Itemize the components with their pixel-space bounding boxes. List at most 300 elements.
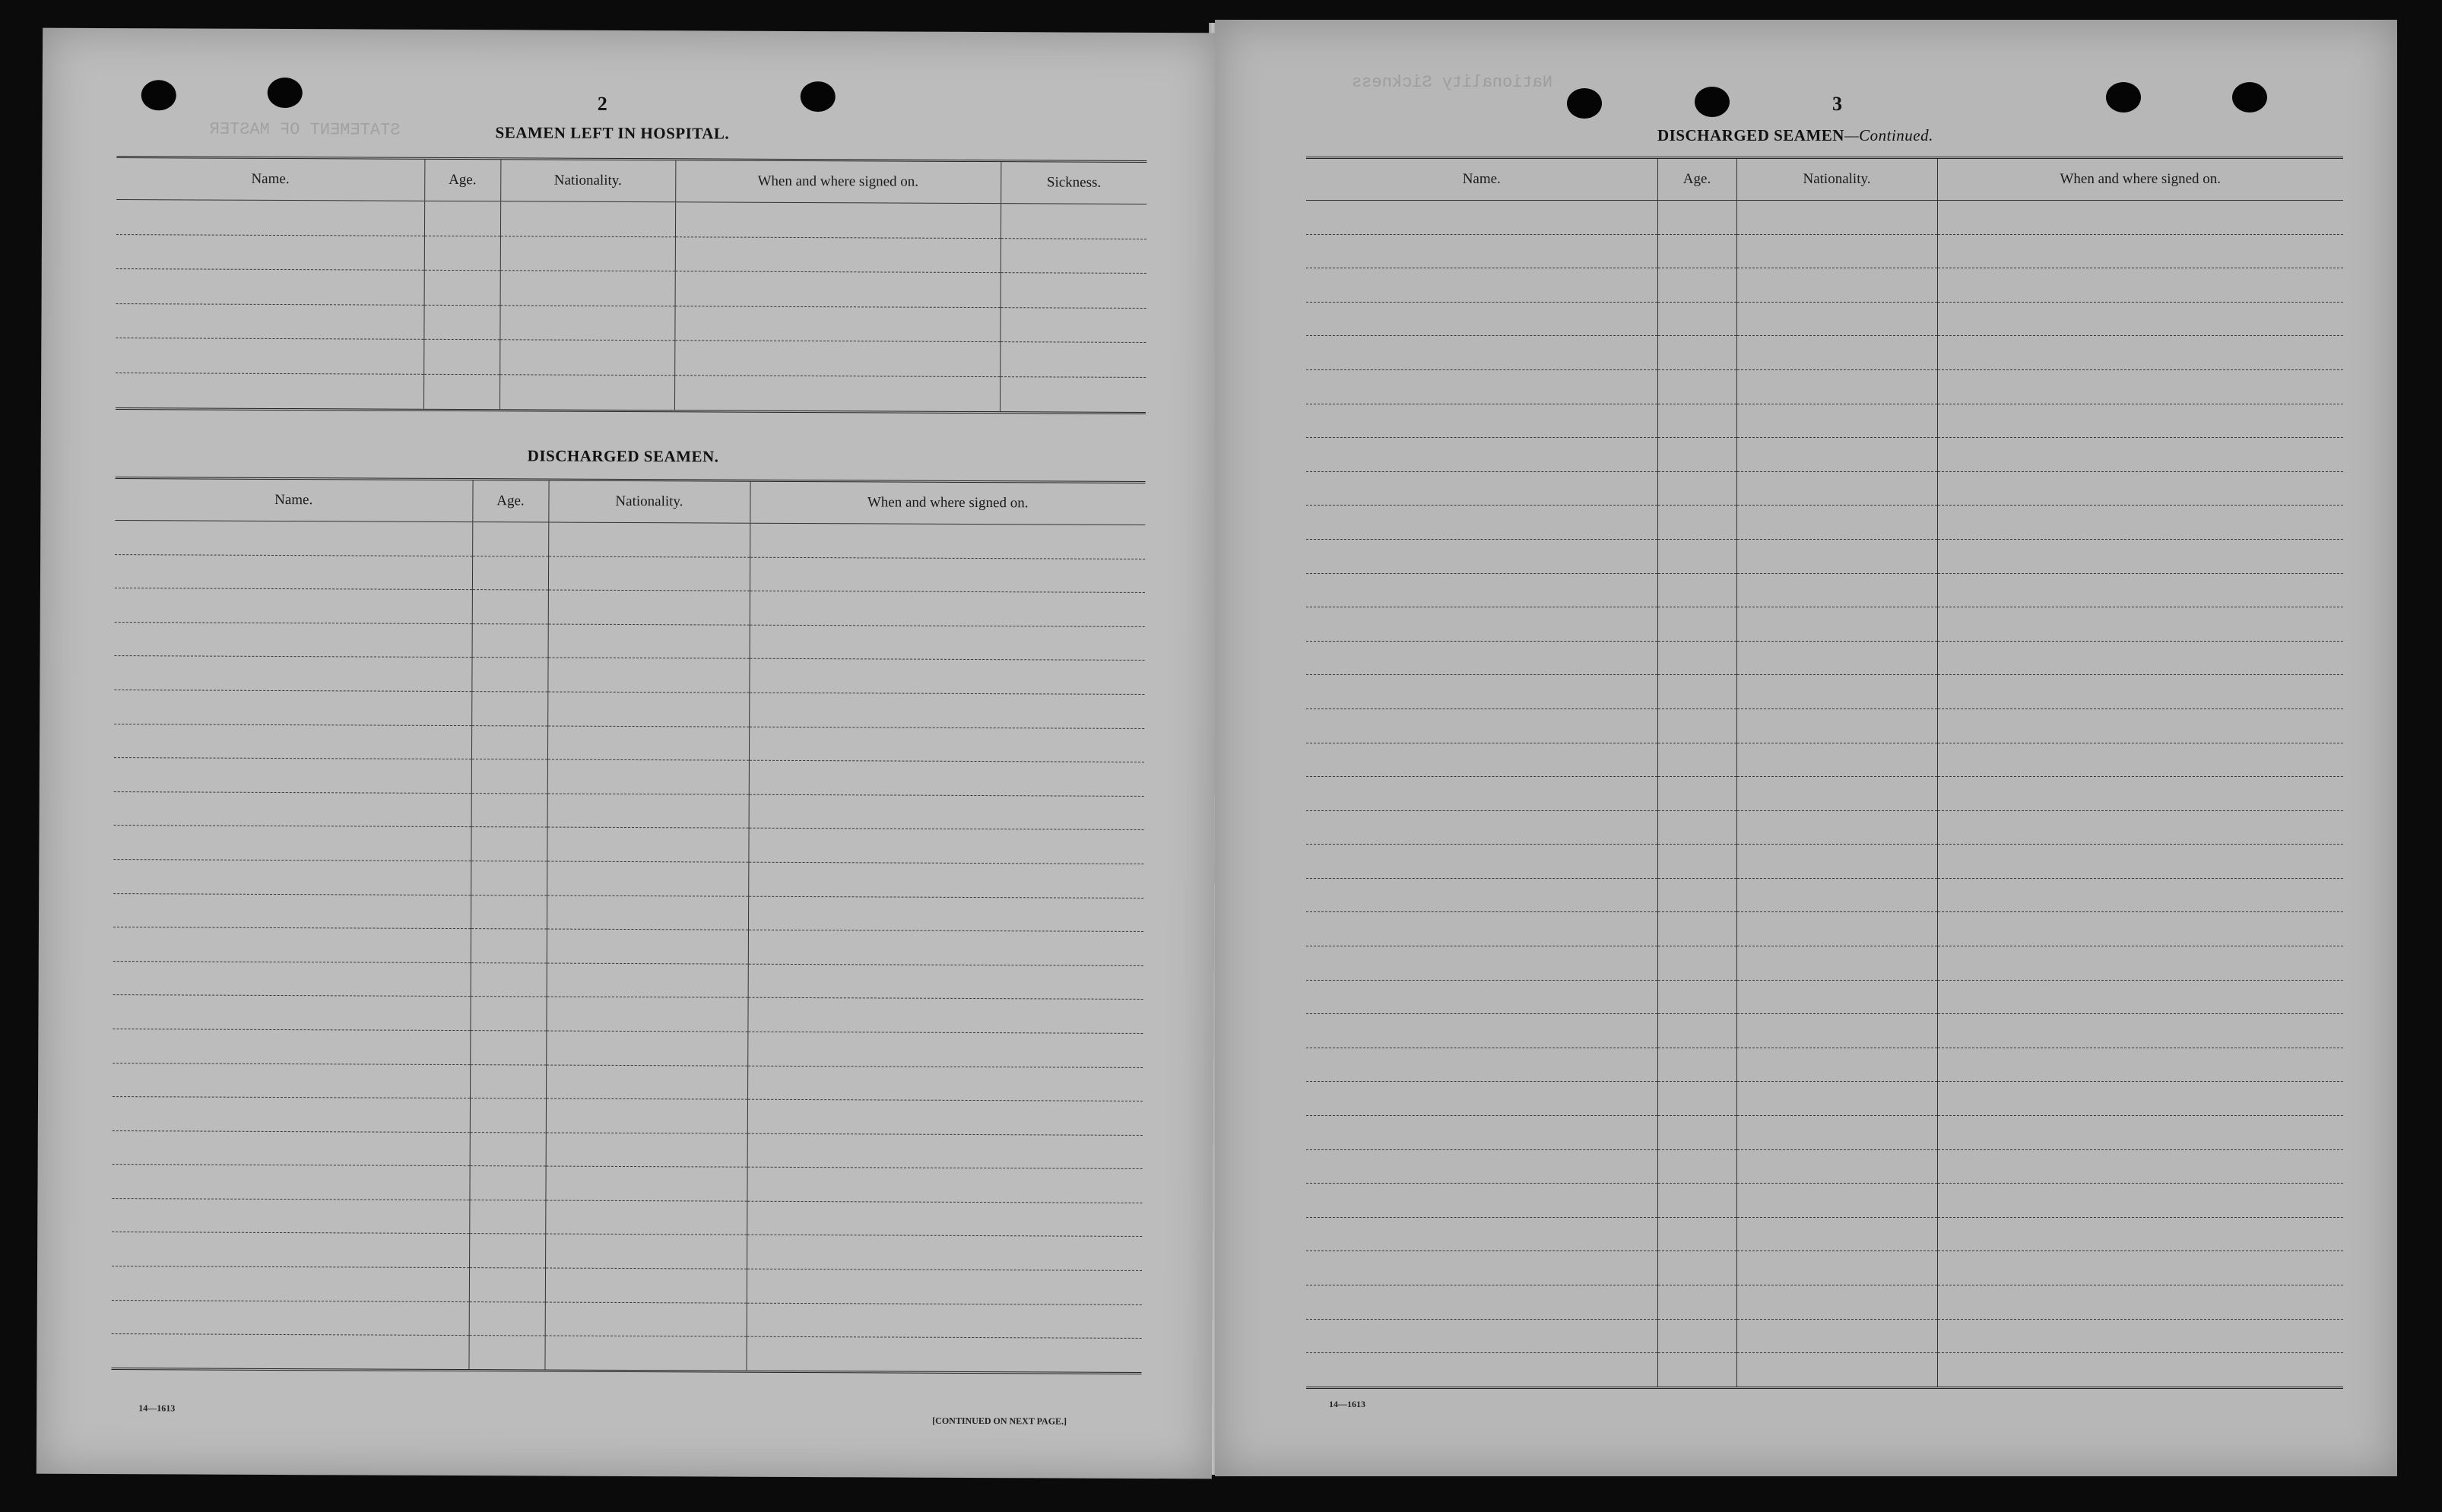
- entry-cell: [1306, 1048, 1657, 1082]
- entry-cell: [1736, 234, 1937, 268]
- table-row: [116, 234, 1146, 273]
- entry-cell: [1306, 302, 1657, 336]
- entry-cell: [116, 200, 424, 236]
- entry-cell: [545, 1268, 747, 1303]
- table-row: [113, 826, 1143, 864]
- table-row: [1306, 438, 2343, 472]
- entry-cell: [1736, 980, 1937, 1014]
- entry-cell: [1657, 946, 1736, 981]
- entry-cell: [470, 1132, 546, 1166]
- continued-note: [CONTINUED ON NEXT PAGE.]: [932, 1415, 1067, 1427]
- entry-cell: [1657, 471, 1736, 506]
- table-row: [1306, 1251, 2343, 1285]
- entry-cell: [1306, 234, 1657, 268]
- entry-cell: [1736, 1285, 1937, 1320]
- entry-cell: [1937, 1149, 2343, 1184]
- entry-cell: [1736, 1082, 1937, 1116]
- table-row: [115, 521, 1145, 559]
- entry-cell: [1657, 539, 1736, 573]
- entry-cell: [1657, 1217, 1736, 1251]
- entry-cell: [547, 929, 748, 964]
- entry-cell: [1657, 369, 1736, 404]
- table-row: [114, 758, 1144, 797]
- entry-cell: [1736, 506, 1937, 540]
- left-page: [36, 28, 1218, 1479]
- table-row: [113, 1097, 1143, 1136]
- entry-cell: [547, 963, 748, 998]
- entry-cell: [675, 202, 1001, 238]
- table-row: [1306, 708, 2343, 743]
- entry-cell: [1657, 1048, 1736, 1082]
- entry-cell: [471, 658, 547, 692]
- entry-cell: [1657, 234, 1736, 268]
- entry-cell: [469, 1301, 545, 1336]
- entry-cell: [113, 893, 471, 929]
- table-row: [116, 269, 1146, 308]
- table-row: [114, 791, 1144, 830]
- entry-cell: [1736, 1319, 1937, 1353]
- entry-cell: [1657, 1184, 1736, 1218]
- title-main: DISCHARGED SEAMEN: [1657, 126, 1844, 144]
- table-row: [112, 1198, 1142, 1237]
- entry-cell: [469, 1166, 545, 1200]
- entry-cell: [1306, 1014, 1657, 1048]
- table-row: [1306, 946, 2343, 981]
- entry-cell: [1937, 506, 2343, 540]
- entry-cell: [500, 271, 675, 306]
- entry-cell: [471, 827, 547, 861]
- entry-cell: [1937, 234, 2343, 268]
- entry-cell: [1937, 1014, 2343, 1048]
- entry-cell: [1306, 607, 1657, 642]
- entry-cell: [1657, 1319, 1736, 1353]
- entry-cell: [1306, 1217, 1657, 1251]
- entry-cell: [747, 1066, 1143, 1102]
- entry-cell: [1736, 336, 1937, 370]
- discharged-continued-table: [1306, 157, 2343, 1389]
- entry-cell: [1937, 369, 2343, 404]
- entry-cell: [1736, 810, 1937, 845]
- table-row: [1306, 268, 2343, 303]
- entry-cell: [1306, 1251, 1657, 1285]
- entry-cell: [113, 1063, 470, 1098]
- table-row: [1306, 1184, 2343, 1218]
- entry-cell: [748, 829, 1143, 864]
- entry-cell: [1937, 302, 2343, 336]
- entry-cell: [1937, 810, 2343, 845]
- entry-cell: [548, 522, 750, 557]
- entry-cell: [1937, 471, 2343, 506]
- table-row: [1306, 336, 2343, 370]
- entry-cell: [1736, 1149, 1937, 1184]
- entry-cell: [546, 1031, 747, 1066]
- punch-hole: [2232, 82, 2267, 113]
- entry-cell: [424, 236, 500, 271]
- entry-cell: [423, 339, 500, 374]
- entry-cell: [674, 341, 1000, 376]
- entry-cell: [114, 758, 471, 794]
- entry-cell: [1736, 743, 1937, 777]
- entry-cell: [750, 591, 1145, 626]
- entry-cell: [113, 961, 471, 997]
- entry-cell: [1657, 1014, 1736, 1048]
- entry-cell: [1937, 336, 2343, 370]
- entry-cell: [472, 522, 548, 556]
- entry-cell: [116, 303, 423, 339]
- entry-cell: [1657, 1082, 1736, 1116]
- entry-cell: [1000, 342, 1146, 377]
- entry-cell: [1937, 743, 2343, 777]
- entry-cell: [748, 896, 1143, 932]
- entry-cell: [1736, 675, 1937, 709]
- entry-cell: [1937, 573, 2343, 607]
- entry-cell: [546, 1133, 747, 1168]
- entry-cell: [1657, 1149, 1736, 1184]
- entry-cell: [547, 658, 749, 693]
- entry-cell: [1937, 438, 2343, 472]
- entry-cell: [113, 995, 470, 1031]
- table-row: [113, 995, 1143, 1034]
- entry-cell: [470, 1098, 546, 1133]
- entry-cell: [423, 374, 500, 409]
- entry-cell: [112, 1165, 469, 1200]
- entry-cell: [1937, 1048, 2343, 1082]
- entry-cell: [469, 1200, 545, 1234]
- column-header: Nationality.: [1736, 159, 1937, 201]
- column-header: Name.: [1306, 159, 1657, 201]
- entry-cell: [675, 271, 1001, 307]
- entry-cell: [1937, 1217, 2343, 1251]
- entry-cell: [1306, 845, 1657, 879]
- entry-cell: [547, 827, 748, 862]
- entry-cell: [112, 1266, 469, 1302]
- punch-hole: [1695, 87, 1730, 117]
- table-row: [112, 1266, 1142, 1305]
- table-row: [1306, 201, 2343, 235]
- entry-cell: [1736, 1184, 1937, 1218]
- entry-cell: [675, 236, 1001, 272]
- table-row: [111, 1334, 1141, 1373]
- table-row: [113, 859, 1143, 898]
- entry-cell: [113, 927, 471, 963]
- entry-cell: [471, 895, 547, 929]
- entry-cell: [749, 794, 1144, 830]
- entry-cell: [500, 340, 674, 376]
- entry-cell: [1000, 376, 1146, 411]
- entry-cell: [471, 725, 547, 759]
- entry-cell: [1736, 641, 1937, 675]
- table-row: [1306, 777, 2343, 811]
- entry-cell: [471, 962, 547, 997]
- entry-cell: [547, 692, 749, 727]
- entry-cell: [1306, 1184, 1657, 1218]
- table-row: [1306, 1319, 2343, 1353]
- entry-cell: [544, 1336, 746, 1371]
- table-row: [1306, 675, 2343, 709]
- entry-cell: [1736, 201, 1937, 235]
- entry-cell: [1937, 878, 2343, 912]
- column-header: When and where signed on.: [750, 482, 1145, 525]
- entry-cell: [747, 1201, 1142, 1237]
- entry-cell: [747, 1133, 1143, 1169]
- table-row: [1306, 878, 2343, 912]
- table-row: [114, 724, 1144, 762]
- entry-cell: [1306, 675, 1657, 709]
- entry-cell: [1937, 1116, 2343, 1150]
- entry-cell: [1657, 201, 1736, 235]
- entry-cell: [1736, 912, 1937, 946]
- table-row: [115, 588, 1145, 627]
- table-row: [1306, 539, 2343, 573]
- entry-cell: [545, 1200, 747, 1235]
- entry-cell: [1736, 1251, 1937, 1285]
- table-row: [1306, 404, 2343, 438]
- entry-cell: [1657, 404, 1736, 438]
- entry-cell: [112, 1300, 469, 1336]
- entry-cell: [1657, 980, 1736, 1014]
- entry-cell: [747, 1235, 1142, 1271]
- entry-cell: [1000, 307, 1146, 342]
- entry-cell: [547, 861, 748, 896]
- hospital-table: [116, 156, 1146, 414]
- discharged-table: [111, 477, 1145, 1374]
- entry-cell: [470, 1064, 546, 1098]
- entry-cell: [1736, 302, 1937, 336]
- entry-cell: [547, 759, 749, 794]
- entry-cell: [747, 1303, 1142, 1339]
- column-header: Nationality.: [500, 160, 675, 202]
- table-row: [1306, 1048, 2343, 1082]
- entry-cell: [1657, 878, 1736, 912]
- entry-cell: [750, 557, 1145, 593]
- table-row: [1306, 1082, 2343, 1116]
- entry-cell: [1736, 777, 1937, 811]
- table-row: [112, 1300, 1142, 1339]
- discharged-section-title: DISCHARGED SEAMEN.: [527, 446, 719, 466]
- entry-cell: [548, 624, 750, 659]
- entry-cell: [1001, 204, 1146, 239]
- entry-cell: [1306, 268, 1657, 303]
- title-continued: —Continued.: [1844, 126, 1933, 144]
- entry-cell: [1657, 708, 1736, 743]
- table-row: [113, 1130, 1143, 1169]
- entry-cell: [1306, 980, 1657, 1014]
- column-header: Age.: [1657, 159, 1736, 201]
- entry-cell: [115, 622, 472, 658]
- entry-cell: [113, 1097, 470, 1133]
- entry-cell: [113, 859, 471, 895]
- entry-cell: [500, 374, 674, 410]
- entry-cell: [1657, 743, 1736, 777]
- entry-cell: [471, 861, 547, 895]
- entry-cell: [1657, 438, 1736, 472]
- bleed-through-text: STATEMENT OF MASTER: [209, 119, 401, 140]
- entry-cell: [1736, 404, 1937, 438]
- form-number: 14—1613: [1329, 1399, 1365, 1409]
- entry-cell: [1657, 573, 1736, 607]
- entry-cell: [1937, 1184, 2343, 1218]
- table-row: [1306, 369, 2343, 404]
- entry-cell: [471, 692, 547, 726]
- entry-cell: [1001, 273, 1146, 308]
- entry-cell: [1306, 1319, 1657, 1353]
- entry-cell: [1306, 336, 1657, 370]
- entry-cell: [1736, 878, 1937, 912]
- entry-cell: [1937, 675, 2343, 709]
- entry-cell: [471, 929, 547, 963]
- entry-cell: [1937, 404, 2343, 438]
- entry-cell: [1306, 641, 1657, 675]
- entry-cell: [116, 234, 424, 270]
- table-row: [112, 1165, 1142, 1203]
- table-row: [114, 656, 1144, 695]
- table-row: [113, 1063, 1143, 1102]
- entry-cell: [1657, 1251, 1736, 1285]
- entry-cell: [1736, 573, 1937, 607]
- entry-cell: [748, 930, 1143, 965]
- table-row: [116, 200, 1146, 239]
- entry-cell: [424, 270, 500, 305]
- entry-cell: [1937, 539, 2343, 573]
- entry-cell: [472, 623, 548, 658]
- entry-cell: [112, 1198, 469, 1234]
- entry-cell: [470, 1031, 546, 1065]
- entry-cell: [748, 862, 1143, 898]
- entry-cell: [1306, 708, 1657, 743]
- entry-cell: [1657, 777, 1736, 811]
- punch-hole: [801, 81, 836, 112]
- entry-cell: [747, 1167, 1142, 1203]
- entry-cell: [1937, 980, 2343, 1014]
- table-row: [1306, 845, 2343, 879]
- entry-cell: [747, 1032, 1143, 1067]
- column-header: Age.: [472, 480, 548, 522]
- punch-hole: [268, 78, 303, 108]
- entry-cell: [1657, 641, 1736, 675]
- table-row: [1306, 810, 2343, 845]
- entry-cell: [1937, 1285, 2343, 1320]
- entry-cell: [747, 1099, 1143, 1135]
- entry-cell: [547, 895, 748, 930]
- table-row: [1306, 641, 2343, 675]
- entry-cell: [472, 556, 548, 590]
- entry-cell: [548, 590, 750, 625]
- table-row: [113, 1029, 1143, 1067]
- entry-cell: [114, 724, 471, 759]
- entry-cell: [1937, 845, 2343, 879]
- entry-cell: [1657, 845, 1736, 879]
- entry-cell: [746, 1336, 1141, 1372]
- entry-cell: [1001, 238, 1146, 273]
- hospital-section-title: SEAMEN LEFT IN HOSPITAL.: [495, 123, 730, 143]
- entry-cell: [548, 556, 750, 591]
- entry-cell: [1657, 506, 1736, 540]
- column-header: Age.: [424, 160, 500, 201]
- entry-cell: [1937, 708, 2343, 743]
- column-header: Name.: [115, 479, 472, 522]
- table-row: [113, 893, 1143, 932]
- entry-cell: [674, 306, 1000, 341]
- entry-cell: [1736, 1353, 1937, 1387]
- entry-cell: [1657, 912, 1736, 946]
- column-header: Sickness.: [1001, 162, 1146, 204]
- form-number: 14—1613: [138, 1403, 176, 1414]
- table-row: [116, 372, 1146, 411]
- page-number: 2: [597, 92, 607, 115]
- entry-cell: [1937, 607, 2343, 642]
- entry-cell: [114, 690, 471, 726]
- punch-hole: [1567, 88, 1602, 119]
- entry-cell: [115, 588, 472, 624]
- entry-cell: [1657, 1285, 1736, 1320]
- table-row: [114, 690, 1144, 729]
- entry-cell: [116, 269, 424, 305]
- entry-cell: [546, 1098, 747, 1133]
- entry-cell: [1306, 201, 1657, 235]
- entry-cell: [116, 372, 423, 408]
- table-row: [1306, 573, 2343, 607]
- entry-cell: [500, 305, 674, 341]
- column-header: When and where signed on.: [1937, 159, 2343, 201]
- punch-hole: [141, 80, 176, 110]
- entry-cell: [114, 791, 471, 827]
- table-row: [1306, 980, 2343, 1014]
- entry-cell: [469, 1268, 545, 1302]
- entry-cell: [1657, 1116, 1736, 1150]
- entry-cell: [749, 727, 1144, 762]
- entry-cell: [1657, 268, 1736, 303]
- column-header: Name.: [116, 158, 424, 201]
- entry-cell: [116, 338, 423, 374]
- entry-cell: [747, 998, 1143, 1034]
- table-row: [1306, 302, 2343, 336]
- entry-cell: [1306, 810, 1657, 845]
- entry-cell: [112, 1232, 469, 1268]
- entry-cell: [1937, 201, 2343, 235]
- entry-cell: [1306, 506, 1657, 540]
- table-row: [113, 961, 1143, 1000]
- entry-cell: [1306, 743, 1657, 777]
- page-number: 3: [1832, 93, 1842, 115]
- table-row: [113, 927, 1143, 966]
- entry-cell: [1736, 438, 1937, 472]
- entry-cell: [1306, 946, 1657, 981]
- entry-cell: [1937, 946, 2343, 981]
- entry-cell: [546, 1065, 747, 1100]
- table-row: [1306, 1014, 2343, 1048]
- entry-cell: [468, 1336, 544, 1370]
- entry-cell: [1306, 1285, 1657, 1320]
- entry-cell: [113, 1029, 470, 1064]
- entry-cell: [1937, 641, 2343, 675]
- entry-cell: [545, 1166, 747, 1201]
- entry-cell: [1736, 471, 1937, 506]
- entry-cell: [471, 759, 547, 794]
- entry-cell: [545, 1235, 747, 1270]
- entry-cell: [547, 726, 749, 761]
- entry-cell: [115, 554, 472, 590]
- entry-cell: [1306, 777, 1657, 811]
- table-row: [1306, 607, 2343, 642]
- entry-cell: [1736, 369, 1937, 404]
- entry-cell: [1937, 1082, 2343, 1116]
- table-row: [116, 338, 1146, 377]
- entry-cell: [1306, 404, 1657, 438]
- entry-cell: [1306, 438, 1657, 472]
- entry-cell: [1657, 607, 1736, 642]
- entry-cell: [1306, 573, 1657, 607]
- entry-cell: [115, 521, 472, 556]
